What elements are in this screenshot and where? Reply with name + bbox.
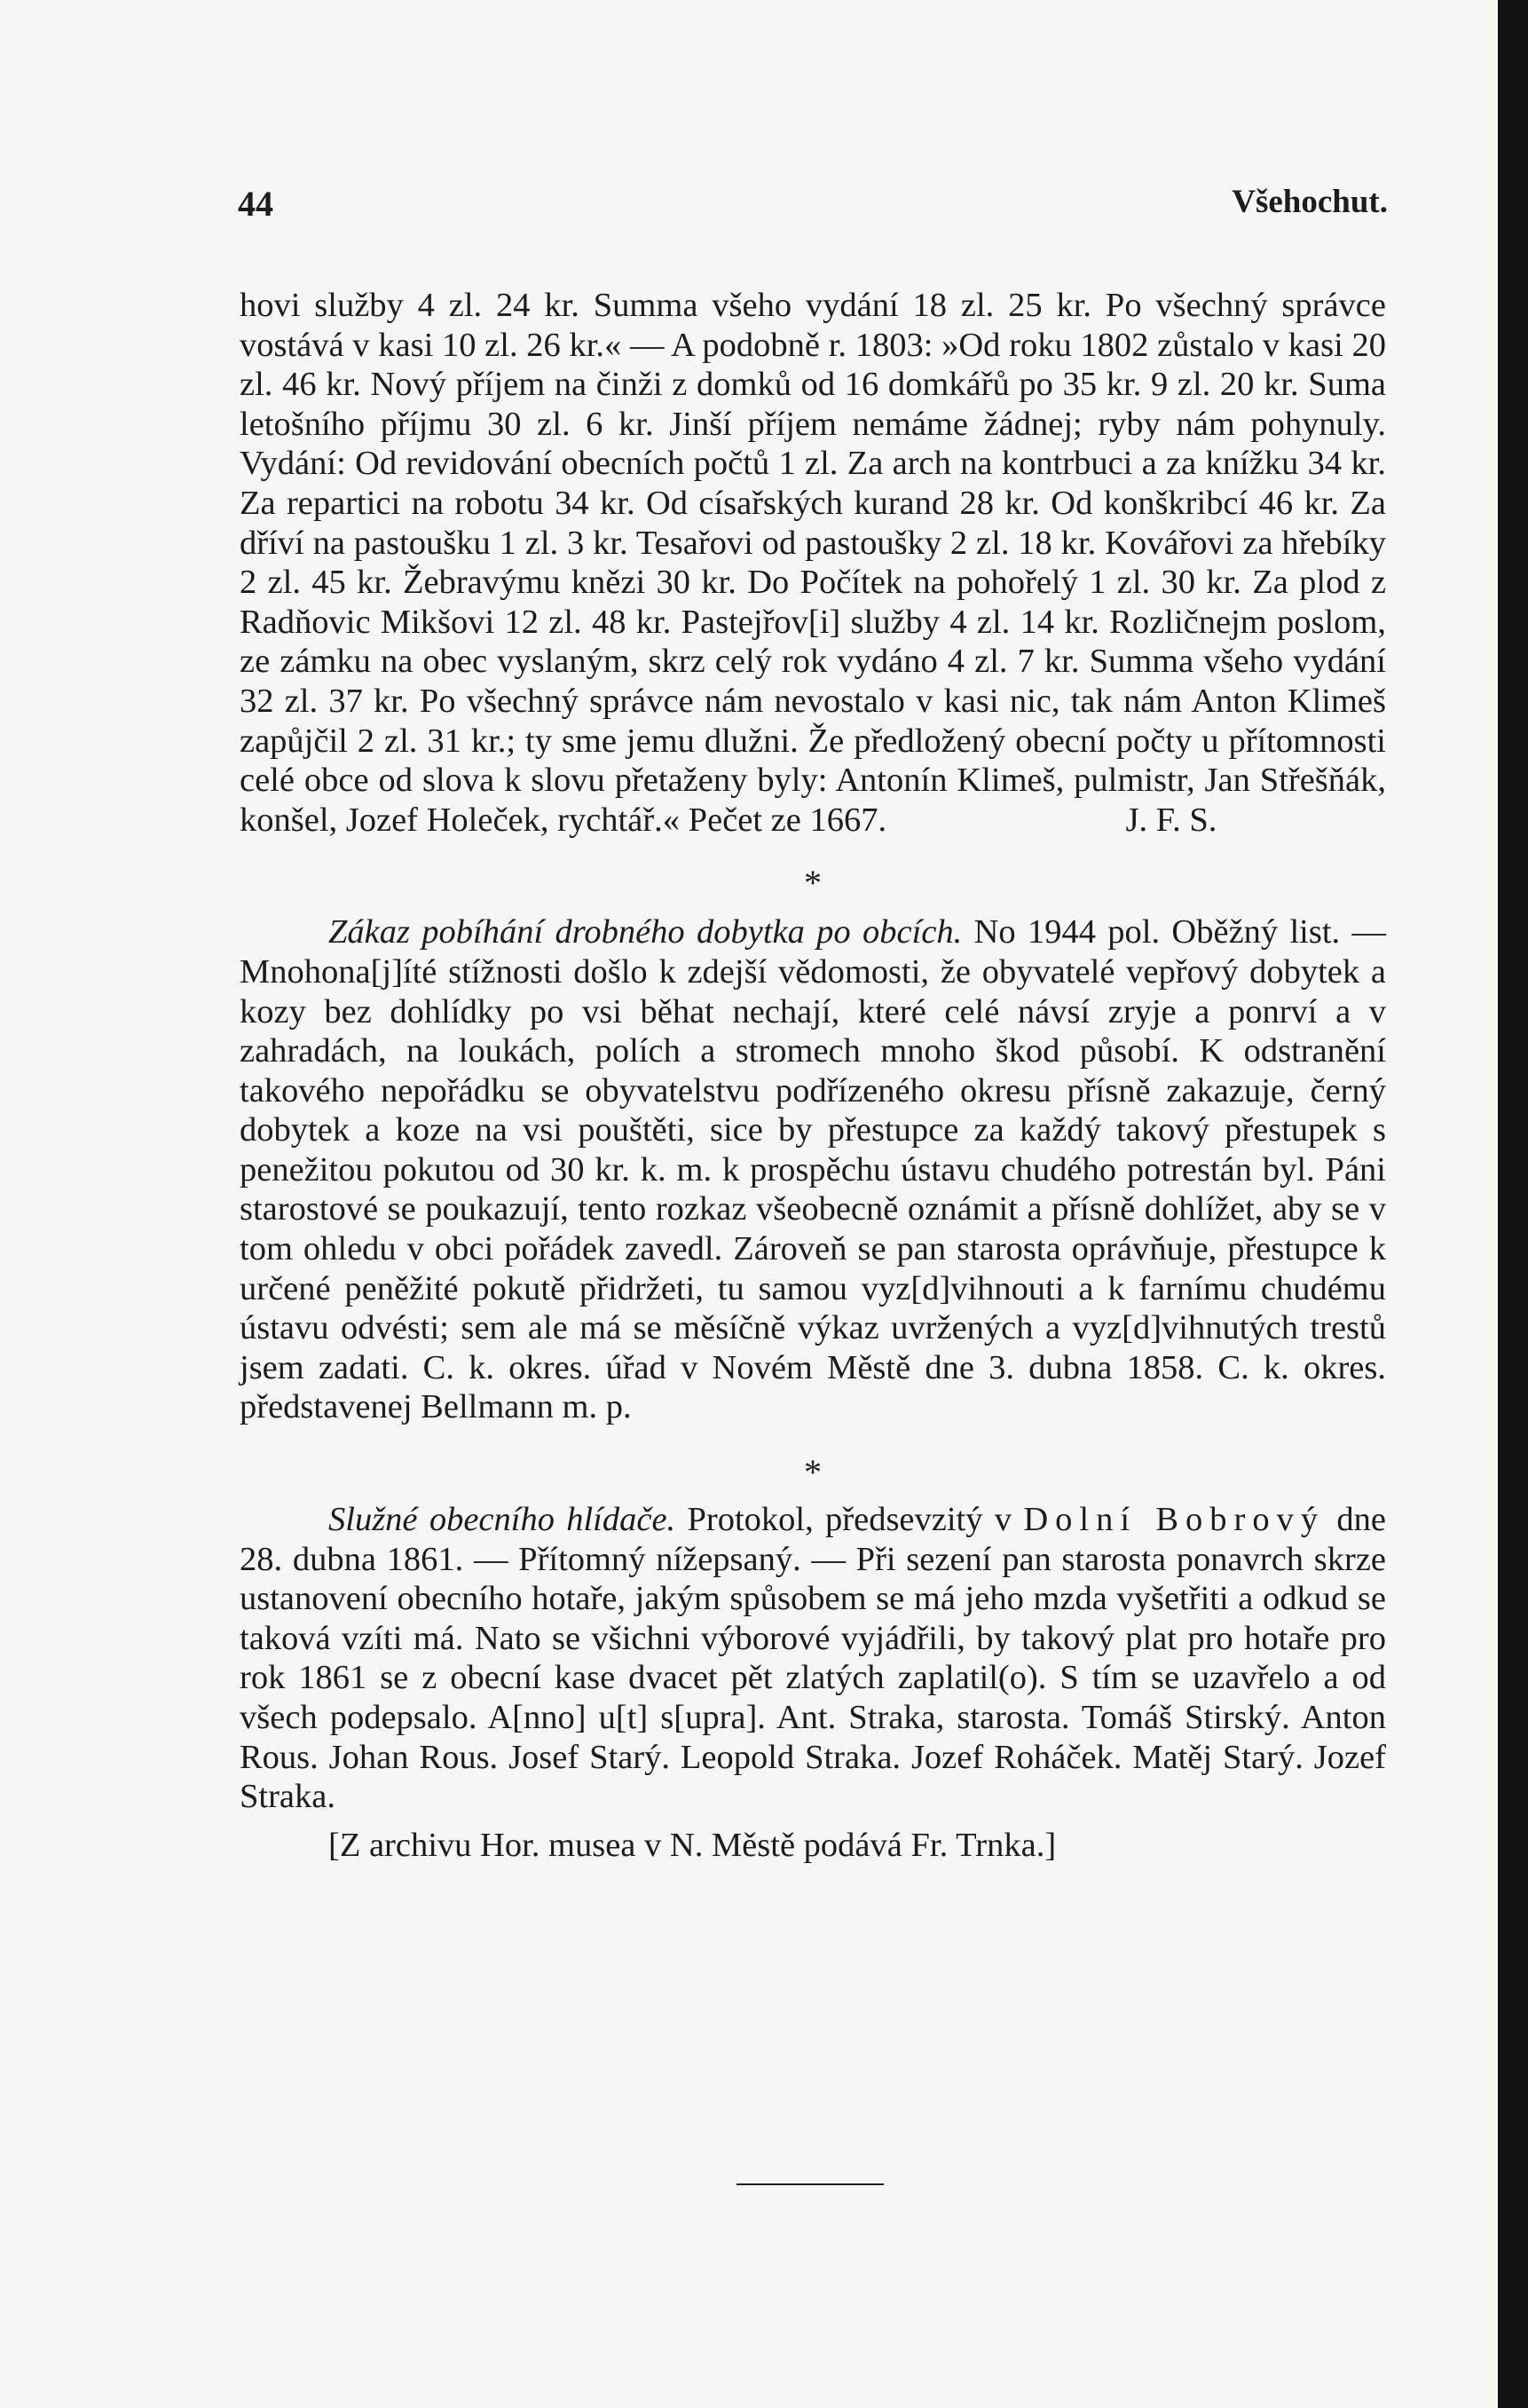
page-header: [238, 183, 1388, 236]
article-decree-title: Zákaz pobíhání drobného dobytka po obcích.: [328, 913, 963, 951]
section-separator: *: [804, 1452, 822, 1493]
article-watchman-body-a: Protokol, předsevzitý v: [675, 1501, 1024, 1539]
continuation-text: hovi služby 4 zl. 24 kr. Summa všeho vydání 18 zl. 25 kr. Po všechný správce vostává v kasi 10 zl. 26 kr.« — A podobně r. 1803: »Od roku 1802 zůstalo v kasi 20 zl. 46 kr. Nový příjem na činži z domků od 16 domkářů po 35 kr. 9 zl. 20 kr. Suma letošního příjmu 30 zl. 6 kr. Jinší příjem nemáme žádnej; ryby nám pohynuly. Vydání: Od revidování obecních počtů 1 zl. Za arch na kontrbuci a za knížku 34 kr. Za repartici na robotu 34 kr. Od císařských kurand 28 kr. Od konškribcí 46 kr. Za dříví na pastoušku 1 zl. 3 kr. Tesařovi od pastoušky 2 zl. 18 kr. Kovářovi za hřebíky 2 zl. 45 kr. Žebravýmu knězi 30 kr. Do Počítek na pohořelý 1 zl. 30 kr. Za plod z Radňovic Mikšovi 12 zl. 48 kr. Pastejřov[i] služby 4 zl. 14 kr. Rozličnejm poslom, ze zámku na obec vyslaným, skrz celý rok vydáno 4 zl. 7 kr. Summa všeho vydání 32 zl. 37 kr. Po všechný správce nám nevostalo v kasi nic, tak nám Anton Klimeš zapůjčil 2 zl. 31 kr.; ty sme jemu dlužni. Že předložený obecní počty u přítomnosti celé obce od slova k slovu přetaženy byly: Antonín Klimeš, pulmistr, Jan Střešňák, konšel, Jozef Holeček, rychtář.« Pečet ze 1667.: [240, 287, 1386, 839]
article-watchman-body-b: dne 28. dubna 1861. — Přítomný nížepsaný. — Při sezení pan starosta ponavrch skrze ustanovení obecního hotaře, jakým spůsobem se má jeho mzda vyšetřiti a odkud se taková vzíti má. Nato se všichni výborové vyjádřili, by takový plat pro hotaře pro rok 1861 se z obecní kase dvacet pět zlatých zaplatil(o). S tím se uzavřelo a od všech podepsalo. A[nno] u[t] s[upra]. Ant. Straka, starosta. Tomáš Stirský. Anton Rous. Johan Rous. Josef Starý. Leopold Straka. Jozef Roháček. Matěj Starý. Jozef Straka.: [240, 1501, 1386, 1816]
signature-spacer: [886, 801, 1126, 839]
end-rule: [736, 2183, 884, 2185]
article-watchman: [240, 1500, 1386, 1817]
article-decree-body: No 1944 pol. Oběžný list. — Mnohona[j]íté stížnosti došlo k zdejší vědomosti, že obyvatelé vepřový dobytek a kozy bez dohlídky po vsi běhat nechají, které celé návsí zryje a ponrví a v zahradách, na loukách, polích a stromech mnoho škod působí. K odstranění takového nepořádku se obyvatelstvu podřízeného okresu přísně zakazuje, černý dobytek a koze na vsi pouštěti, sice by přestupce za každý takový přestupek s penežitou pokutou od 30 kr. k. m. k prospěchu ústavu chudého potrestán byl. Páni starostové se poukazují, tento rozkaz všeobecně oznámit a přísně dohlížet, aby se v tom ohledu v obci pořádek zavedl. Zároveň se pan starosta oprávňuje, přestupce k určené peněžité pokutě přidržeti, tu samou vyz[d]vihnouti a k farnímu chudému ústavu odvésti; sem ale má se měsíčně výkaz uvržených a vyz[d]vihnutých trestů jsem zadati. C. k. okres. úřad v Novém Městě dne 3. dubna 1858. C. k. okres. představenej Bellmann m. p.: [240, 913, 1387, 1426]
article-decree: [240, 912, 1386, 1427]
page-number: 44: [238, 184, 273, 224]
running-head: Všehochut.: [1232, 184, 1388, 220]
article-watchman-title: Služné obecního hlídače.: [328, 1501, 676, 1539]
continuation-paragraph: [240, 286, 1386, 840]
section-separator: *: [804, 863, 822, 904]
signature: J. F. S.: [1125, 801, 1217, 839]
body-text: [240, 286, 1386, 1865]
source-note: [Z archivu Hor. musea v N. Městě podává Fr. Trnka.]: [328, 1826, 1057, 1864]
place-name: Dolní Bobrový: [1023, 1501, 1326, 1539]
scan-edge: [1498, 0, 1528, 2408]
